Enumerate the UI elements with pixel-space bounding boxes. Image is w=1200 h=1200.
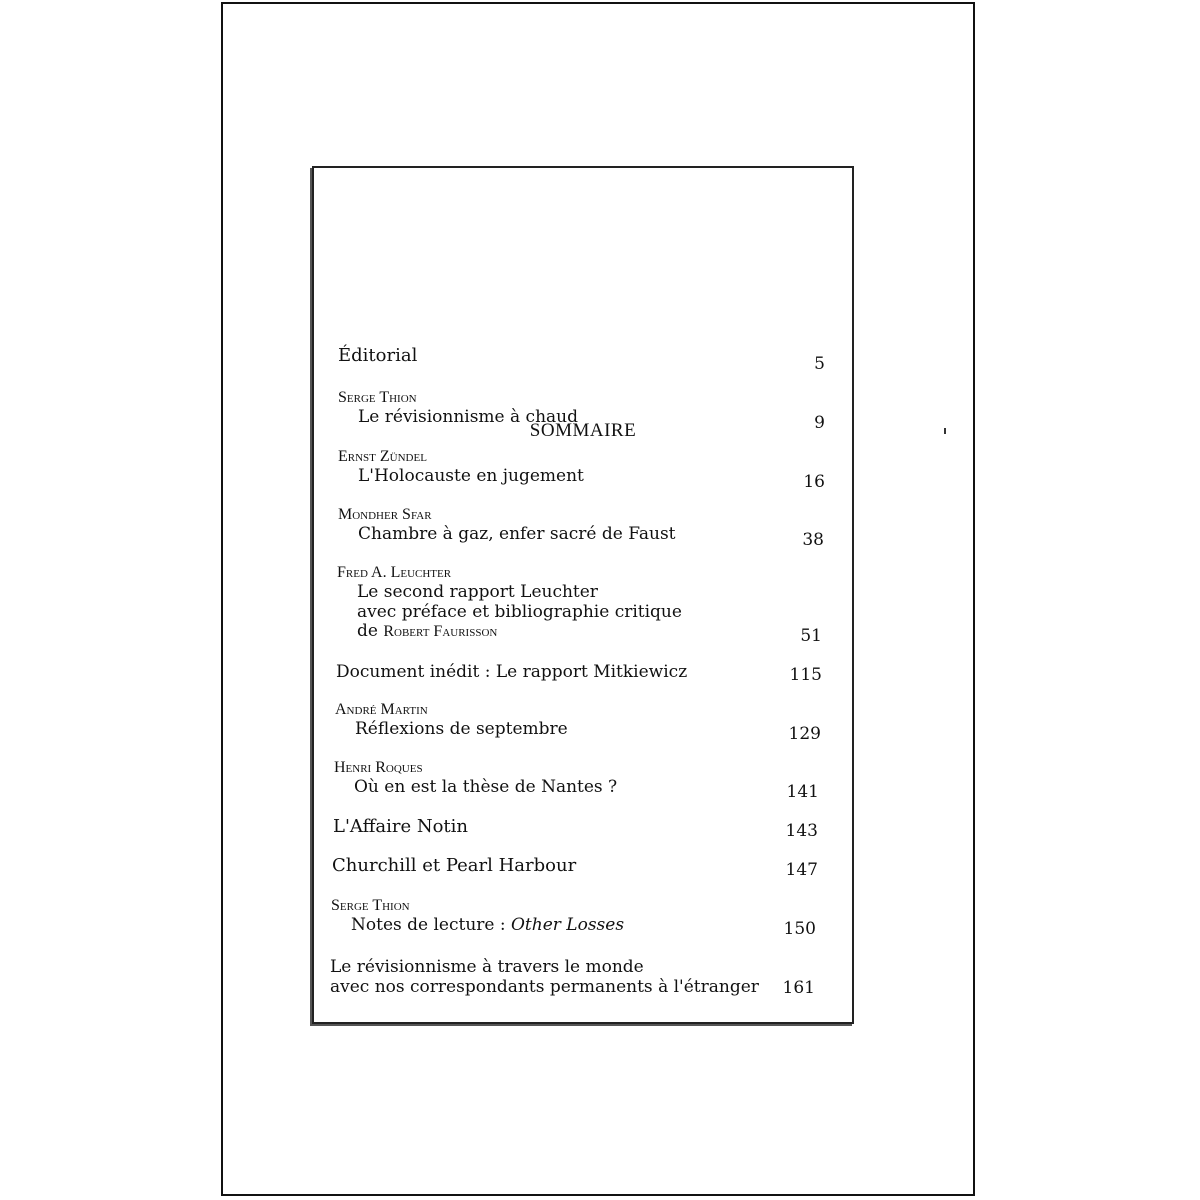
entry-title: Document inédit : Le rapport Mitkiewicz xyxy=(336,662,688,682)
toc-entry-editorial xyxy=(338,346,417,366)
entry-title: L'Affaire Notin xyxy=(333,816,469,837)
toc-entry xyxy=(338,448,584,486)
page-number: 5 xyxy=(814,354,825,374)
page-number: 161 xyxy=(782,978,815,998)
entry-title: Éditorial xyxy=(338,345,418,366)
entry-subtitle: avec nos correspondants permanents à l'étranger xyxy=(330,977,759,997)
entry-author: Mondher Sfar xyxy=(338,506,432,523)
entry-author: Fred A. Leuchter xyxy=(337,564,452,581)
page-number: 51 xyxy=(800,626,822,646)
page-number: 38 xyxy=(802,530,824,550)
entry-author: Serge Thion xyxy=(338,389,417,406)
toc-entry xyxy=(330,957,759,997)
toc-entry xyxy=(334,759,617,797)
entry-preface-credit xyxy=(337,622,682,641)
entry-title: Le second rapport Leuchter xyxy=(357,582,598,602)
entry-title: Réflexions de septembre xyxy=(355,719,568,739)
toc-title: SOMMAIRE xyxy=(529,420,637,441)
entry-title: Le révisionnisme à travers le monde xyxy=(330,957,644,977)
toc-entry xyxy=(337,564,682,641)
entry-credit-prefix: de xyxy=(357,621,378,641)
entry-author: André Martin xyxy=(335,701,428,718)
toc-entry xyxy=(331,897,624,935)
entry-title: Chambre à gaz, enfer sacré de Faust xyxy=(358,524,676,544)
page-number: 147 xyxy=(785,860,818,880)
entry-title: Le révisionnisme à chaud xyxy=(358,407,578,427)
page-number: 143 xyxy=(785,821,818,841)
scan-speck xyxy=(944,428,946,434)
entry-title xyxy=(331,915,624,935)
page-number: 16 xyxy=(803,472,825,492)
toc-entry xyxy=(336,662,687,682)
toc-entry xyxy=(338,506,676,544)
page-number: 129 xyxy=(788,724,821,744)
page-number: 150 xyxy=(783,919,816,939)
toc-entry xyxy=(332,856,576,876)
entry-title: Churchill et Pearl Harbour xyxy=(332,855,577,876)
entry-title: Où en est la thèse de Nantes ? xyxy=(354,777,618,797)
toc-entry xyxy=(335,701,568,739)
entry-title-prefix: Notes de lecture : xyxy=(351,915,506,935)
entry-credit-author: Robert Faurisson xyxy=(383,623,498,640)
page-number: 115 xyxy=(789,665,822,685)
entry-author: Serge Thion xyxy=(331,897,410,914)
toc-entry xyxy=(333,817,468,837)
toc-entry xyxy=(338,389,578,427)
page-number: 141 xyxy=(786,782,819,802)
entry-author: Ernst Zündel xyxy=(338,448,427,465)
page-number: 9 xyxy=(814,413,825,433)
entry-title: L'Holocauste en jugement xyxy=(358,466,584,486)
entry-author: Henri Roques xyxy=(334,759,423,776)
entry-title-italic: Other Losses xyxy=(511,915,625,935)
entry-subtitle: avec préface et bibliographie critique xyxy=(357,602,682,622)
